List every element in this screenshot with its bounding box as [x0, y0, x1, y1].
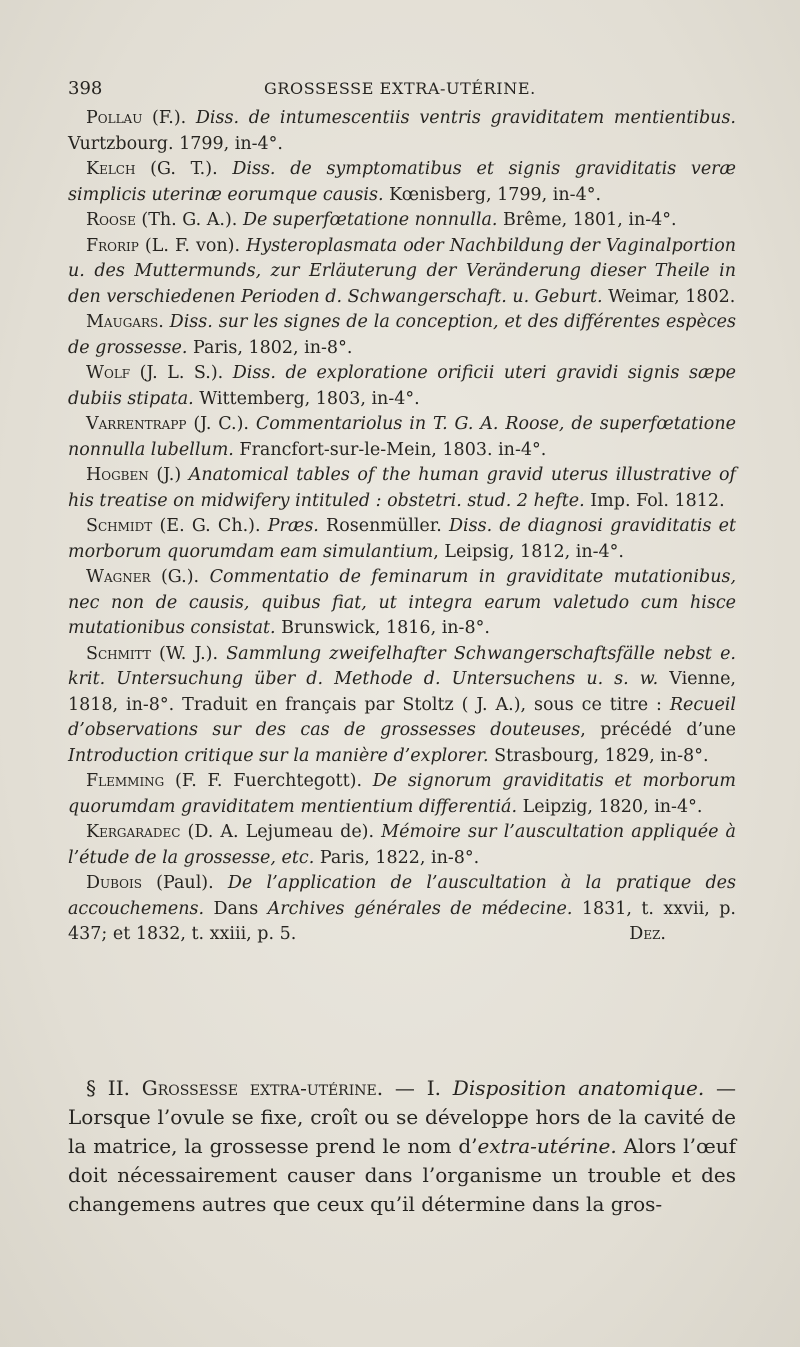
author: Flemming	[86, 771, 165, 791]
publication-info: Rosenmüller.	[318, 516, 449, 536]
publication-info: Weimar, 1802.	[602, 286, 736, 307]
section-separator: — I.	[383, 1076, 453, 1100]
bib-entry-schmitt	[68, 642, 736, 770]
section-term: extra-utérine.	[477, 1134, 617, 1158]
section-text-a: — Lorsque l’ovule se fixe, croît ou se développe hors de la cavité de la matrice, la grossesse prend le nom d’	[68, 1076, 736, 1158]
author: Maugars	[86, 312, 159, 332]
author-initials: (Paul).	[141, 873, 228, 893]
bib-entry-flemming	[68, 769, 736, 820]
work-title: De l’application de l’auscultation à la pratique des accouchemens.	[68, 873, 736, 919]
author: Pollau	[86, 108, 143, 128]
author: Schmidt	[86, 516, 153, 536]
section-paragraph	[68, 1074, 736, 1219]
work-title-2: Diss. de diagnosi graviditatis et morborum quorumdam eam simulantium	[68, 516, 736, 562]
author: Varrentrapp	[86, 414, 187, 434]
author-initials: .	[158, 312, 170, 332]
work-title-2: Archives générales de médecine.	[267, 898, 573, 919]
work-title: Diss. de symptomatibus et signis graviditatis veræ simplicis uterinæ eorumque causis.	[68, 159, 736, 205]
bibliography	[68, 106, 736, 948]
bib-entry-kergaradec	[68, 820, 736, 871]
author: Kergaradec	[86, 822, 181, 842]
author: Dubois	[86, 873, 142, 893]
work-title: Præs.	[267, 516, 319, 536]
section-subheading: Disposition anatomique.	[452, 1076, 705, 1100]
publication-info: Brême, 1801, in-4°.	[497, 210, 677, 230]
publication-info: Brunswick, 1816, in-8°.	[275, 618, 490, 638]
author-initials: (G. T.).	[135, 159, 233, 179]
publication-info: Kœnisberg, 1799, in-4°.	[383, 184, 602, 205]
publication-info: Francfort-sur-le-Mein, 1803. in-4°.	[233, 439, 547, 460]
author-initials: (J. L. S.).	[130, 363, 233, 383]
work-title: Mémoire sur l’auscultation appliquée à l’étude de la grossesse, etc.	[68, 822, 736, 868]
author-initials: (W. J.).	[150, 643, 227, 664]
page-number: 398	[68, 78, 103, 99]
work-title: Commentatio de feminarum in graviditate mutationibus, nec non de causis, quibus fiat, ut integra earum valetudo cum hisce mutationibus consistat.	[68, 567, 737, 638]
author-initials: (Th. G. A.).	[135, 210, 243, 230]
author-initials: (F. F. Fuerchtegott).	[164, 771, 373, 791]
author: Roose	[86, 210, 136, 230]
publication-info: Paris, 1802, in-8°.	[187, 337, 353, 358]
author: Schmitt	[86, 643, 151, 664]
section-text	[68, 1074, 736, 1219]
author-initials: (E. G. Ch.).	[152, 516, 268, 536]
bib-entry-varrentrapp	[68, 412, 736, 463]
author-initials: (F.).	[142, 108, 196, 128]
author: Frorip	[86, 235, 139, 256]
section-heading: Grossesse extra-utérine.	[141, 1076, 384, 1100]
publication-info: Dans	[204, 898, 268, 919]
publication-info: Wittemberg, 1803, in-4°.	[193, 388, 420, 409]
bib-entry-pollau	[68, 106, 736, 157]
page-header	[68, 76, 736, 102]
publication-info-2: , précédé d’une	[580, 720, 736, 740]
section-mark: § II.	[86, 1076, 142, 1100]
publication-info: Leipzig, 1820, in-4°.	[517, 796, 703, 817]
bib-entry-schmidt	[68, 514, 736, 565]
bib-entry-wolf	[68, 361, 736, 412]
bib-entry-wagner	[68, 565, 736, 642]
work-title: De signorum graviditatis et morborum quorumdam graviditatem mentientium differentiá.	[68, 771, 736, 817]
work-title: Sammlung zweifelhafter Schwangerschaftsfälle nebst e. krit. Untersuchung über d. Methode d. Untersuchens u. s. w.	[68, 643, 736, 689]
work-title-3: Introduction critique sur la manière d’explorer.	[68, 745, 489, 766]
work-title: Diss. de intumescentiis ventris graviditatem mentientibus.	[195, 108, 736, 128]
author-signature: Dez.	[629, 924, 666, 944]
author-initials: (J.)	[148, 465, 189, 485]
work-title: Diss. de exploratione orificii uteri gravidi signis sæpe dubiis stipata.	[68, 363, 736, 409]
author: Wagner	[86, 567, 151, 587]
bib-entry-kelch	[68, 157, 736, 208]
running-title: GROSSESSE EXTRA-UTÉRINE.	[264, 79, 536, 98]
author: Wolf	[86, 363, 131, 383]
author-initials: (J. C.).	[186, 414, 256, 434]
work-title: Hysteroplasmata oder Nachbildung der Vaginalportion u. des Muttermunds, zur Erläuterung der Veränderung dieser Theile in den verschiedenen Perioden d. Schwangerschaft. u. Geburt.	[68, 235, 737, 307]
work-title: Diss. sur les signes de la conception, et des différentes espèces de grossesse.	[68, 312, 736, 358]
publication-info-2: , Leipsig, 1812, in-4°.	[433, 541, 624, 562]
publication-info: Vurtzbourg. 1799, in-4°.	[68, 133, 283, 154]
author: Hogben	[86, 465, 149, 485]
work-title: Commentariolus in T. G. A. Roose, de superfœtatione nonnulla lubellum.	[68, 414, 736, 460]
work-title-2: Recueil d’observations sur des cas de grossesses douteuses	[68, 694, 736, 740]
bib-entry-roose	[68, 208, 736, 234]
bib-entry-maugars	[68, 310, 736, 361]
author-initials: (D. A. Lejumeau de).	[180, 822, 382, 842]
publication-info-2: 1831, t. xxvii, p. 437; et 1832, t. xxiii, p. 5.	[68, 898, 737, 944]
bib-entry-frorip	[68, 234, 736, 311]
section-text-b: Alors l’œuf doit nécessairement causer dans l’organisme un trouble et des changemens autres que ceux qu’il détermine dans la gros-	[68, 1134, 736, 1216]
publication-info: Vienne, 1818, in-8°. Traduit en français par Stoltz ( J. A.), sous ce titre :	[68, 669, 736, 715]
work-title: Anatomical tables of the human gravid uterus illustrative of his treatise on midwifery intituled : obstetri. stud. 2 hefte.	[68, 465, 737, 511]
publication-info: Paris, 1822, in-8°.	[314, 847, 480, 868]
author-initials: (G.).	[150, 567, 210, 587]
publication-info-3: Strasbourg, 1829, in-8°.	[488, 745, 709, 766]
publication-info: Imp. Fol. 1812.	[584, 490, 725, 511]
bib-entry-hogben	[68, 463, 736, 514]
author-initials: (L. F. von).	[138, 235, 247, 256]
work-title: De superfœtatione nonnulla.	[242, 210, 498, 230]
author: Kelch	[86, 159, 136, 179]
